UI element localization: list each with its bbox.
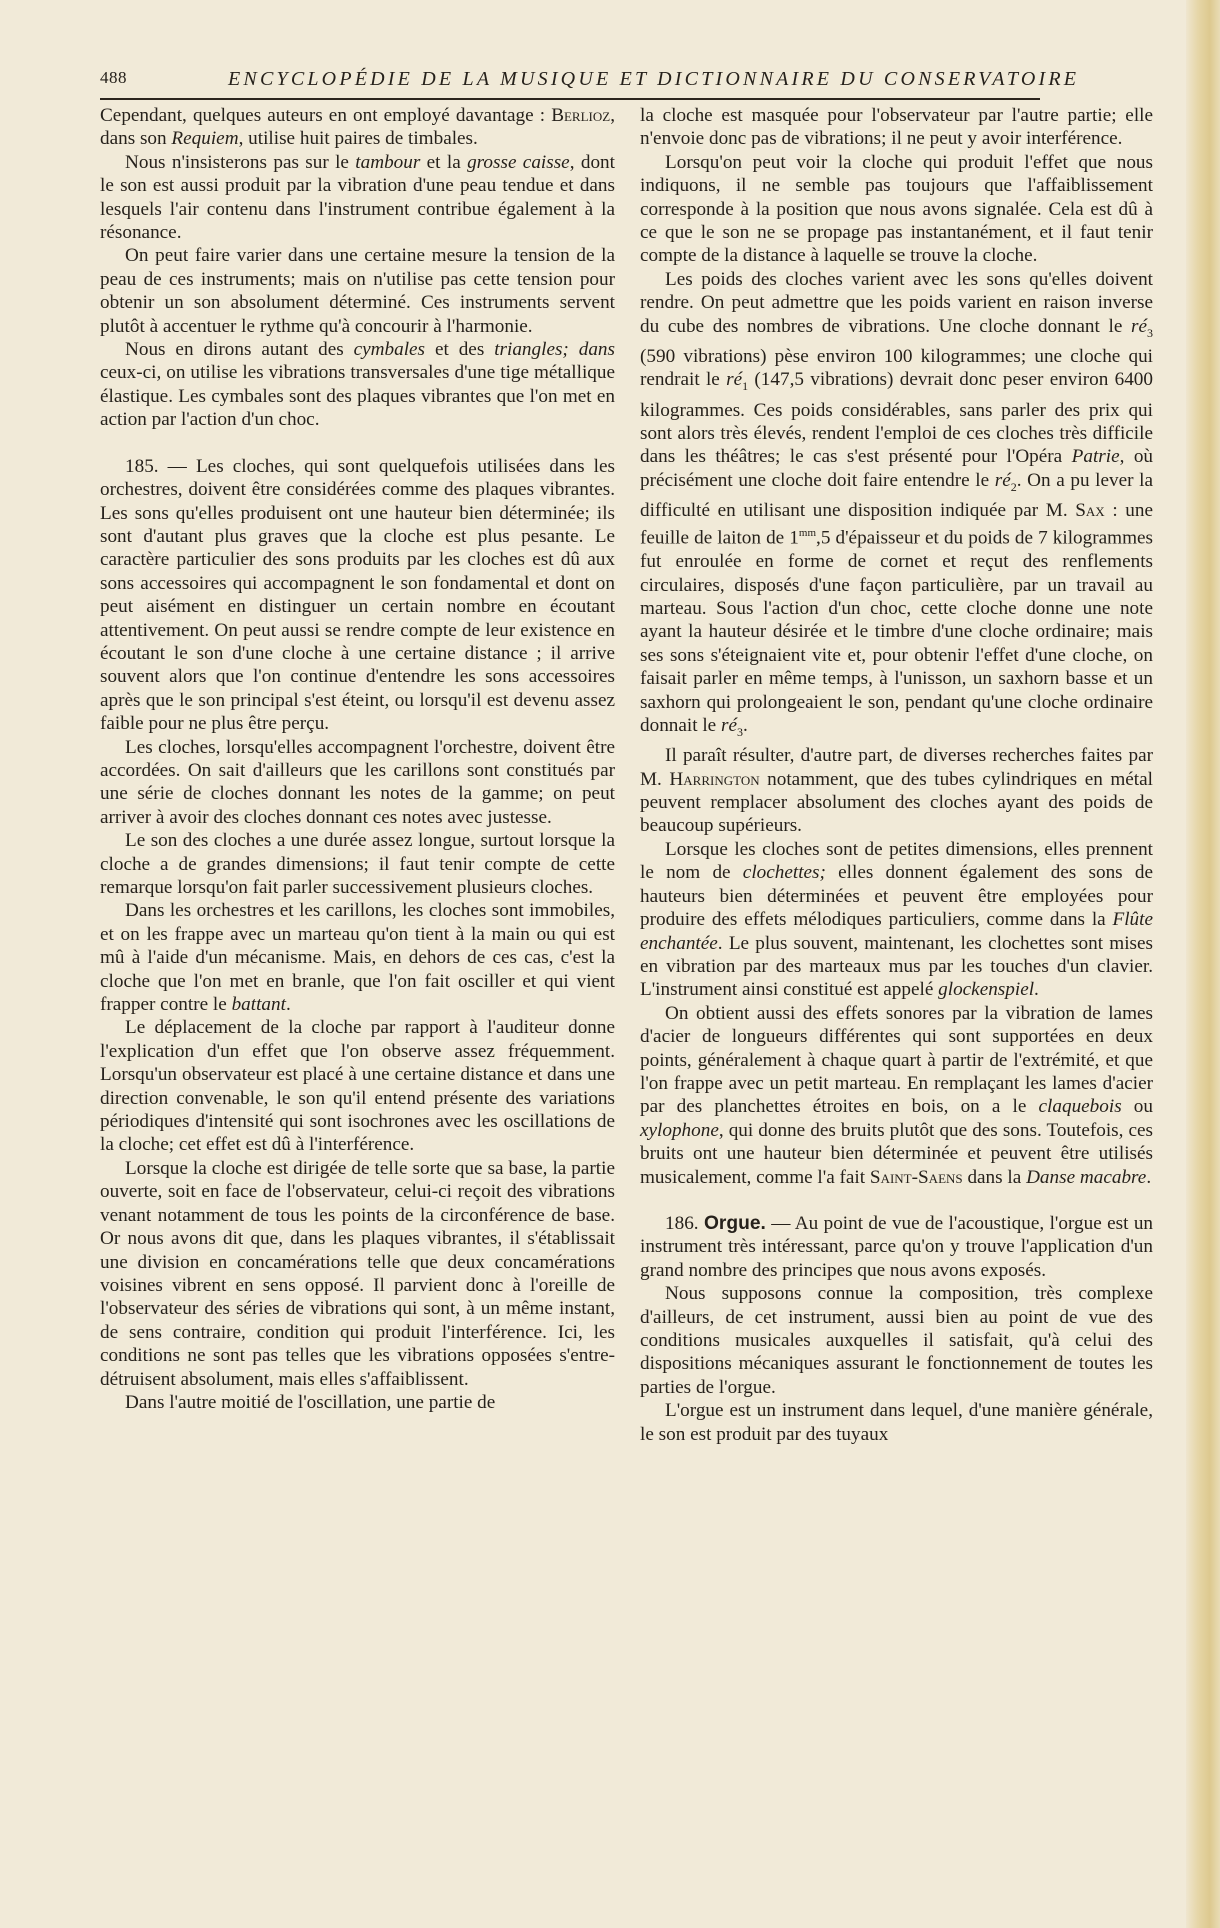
paragraph: la cloche est masquée pour l'observateur par l'autre partie; elle n'envoie donc pas de vibrations; il ne peut y avoir interférence. (640, 105, 1153, 150)
left-column (100, 104, 615, 1414)
author-name: Sax (1075, 499, 1105, 521)
page-edge-shadow (1186, 0, 1220, 1928)
paragraph: Le déplacement de la cloche par rapport à l'auditeur donne l'explication d'un effet que l'on observe assez fréquemment. Lorsqu'un observateur est placé à une certaine distance et dans une direction convenable, le son qu'il entend présente des variations périodiques d'intensité qui sont isochrones avec les oscillations de la cloche; cet effet est dû à l'interférence. (100, 1017, 615, 1156)
section-number: 186. (665, 1212, 704, 1234)
paragraph: Dans l'autre moitié de l'oscillation, une partie de (125, 1391, 496, 1413)
section-title: Orgue. (703, 1212, 766, 1234)
paragraph: Les poids des cloches varient avec les sons qu'elles doivent rendre. On peut admettre que les poids varient en raison inverse du cube des nombres de vibrations. Une cloche donnant le $ré_3$ (590 vibrations) pèse environ 100 kilogrammes; une cloche qui rendrait le $ré_1$ (147,5 vibrations) devrait donc peser environ 6400 kilogrammes. Ces poids considérables, sans parler des prix qui sont alors très élevés, rendent l'emploi de ces cloches très difficile dans les théâtres; le cas s'est présenté pour l'Opéra Patrie, où précisément une cloche doit faire entendre le $ré_2$. On a pu lever la difficulté en utilisant une disposition indiquée par M. Sax : une feuille de laiton de $1^{mm},5$ d'épaisseur et du poids de 7 kilogrammes fut enroulée en forme de cornet et reçut des renflements circulaires, disposés d'une façon particulière, par un travail au marteau. Sous l'action d'un choc, cette cloche donne une note ayant la hauteur désirée et le timbre d'une cloche ordinaire; mais ses sons s'éteignaient vite et, pour obtenir l'effet d'une cloche, on faisait parler en même temps, à l'unisson, un saxhorn basse et un saxhorn qui prolongeaient le son, pendant qu'une cloche ordinaire donnait le $ré_3$. (640, 268, 1153, 739)
section-185: 185. — Les cloches, qui sont quelquefois utilisées dans les orchestres, doivent être considérées comme des plaques vibrantes. Les sons qu'elles produisent ont une hauteur bien déterminée; ils sont d'autant plus graves que la cloche est plus pesante. Le caractère particulier des sons produits par les cloches est dû aux sons accessoires qui accompagnent le son fondamental et dont on peut aisément en distinguer un certain nombre en écoutant attentivement. On peut aussi se rendre compte de leur existence en écoutant le son d'une cloche à une certaine distance ; il arrive souvent alors que l'on continue d'entendre les sons accessoires après que le son principal s'est éteint, ou lorsqu'il est devenu assez faible pour ne plus être perçu. (100, 455, 616, 735)
paragraph: Nous supposons connue la composition, très complexe d'ailleurs, de cet instrument, aussi bien au point de vue des conditions musicales auxquelles il satisfait, qu'à celui des dispositions mécaniques assurant le fonctionnement de toutes les parties de l'orgue. (640, 1283, 1153, 1398)
page-header (100, 68, 1080, 96)
right-column (640, 104, 1153, 1446)
paragraph: Cependant, quelques auteurs en ont employé davantage : Berlioz, dans son Requiem, utilise huit paires de timbales. (100, 105, 615, 150)
paragraph: Lorsqu'on peut voir la cloche qui produit l'effet que nous indiquons, il ne semble pas toujours que l'affaiblissement corresponde à la position que nous avons signalée. Cela est dû à ce que le son ne se propage pas instantanément, et il faut tenir compte de la distance à laquelle se trouve la cloche. (640, 151, 1153, 267)
paragraph: L'orgue est un instrument dans lequel, d'une manière générale, le son est produit par des tuyaux (640, 1400, 1153, 1445)
paragraph: Lorsque la cloche est dirigée de telle sorte que sa base, la partie ouverte, soit en face de l'observateur, celui-ci reçoit des vibrations venant notamment de tous les points de la circonférence de base. Or nous avons dit que, dans les plaques vibrantes, il s'établissait une division en concamérations telle que deux concamérations voisines vibrent en sens opposé. Il parvient donc à l'oreille de l'observateur des séries de vibrations qui sont, à un même instant, de sens contraire, condition qui produit l'interférence. Ici, les conditions ne sont pas telles que les vibrations opposées s'entre-détruisent absolument, mais elles s'affaiblissent. (100, 1157, 615, 1390)
work-title: Requiem (171, 128, 239, 150)
paragraph: Il paraît résulter, d'autre part, de diverses recherches faites par M. Harrington notamment, que des tubes cylindriques en métal peuvent remplacer absolument des cloches ayant des poids de beaucoup supérieurs. (640, 745, 1153, 837)
paragraph: On peut faire varier dans une certaine mesure la tension de la peau de ces instruments; mais on n'utilise pas cette tension pour obtenir un son absolument déterminé. Ces instruments servent plutôt à accentuer le rythme qu'à concourir à l'harmonie. (100, 245, 615, 337)
running-title: ENCYCLOPÉDIE DE LA MUSIQUE ET DICTIONNAIRE DU CONSERVATOIRE (228, 68, 1080, 90)
paragraph: Lorsque les cloches sont de petites dimensions, elles prennent le nom de clochettes; elles donnent également des sons de hauteurs bien déterminées et peuvent être employées pour produire des effets mélodiques particuliers, comme dans la Flûte enchantée. Le plus souvent, maintenant, les clochettes sont mises en vibration par des marteaux mus par les touches d'un clavier. L'instrument ainsi constitué est appelé glockenspiel. (640, 838, 1153, 1001)
paragraph: Nous en dirons autant des cymbales et des triangles; dans ceux-ci, on utilise les vibrations transversales d'une tige métallique élastique. Les cymbales sont des plaques vibrantes que l'on met en action par l'action d'un choc. (100, 339, 615, 431)
paragraph: Dans les orchestres et les carillons, les cloches sont immobiles, et on les frappe avec un marteau qu'on tient à la main ou qui est mû à l'aide d'un mécanisme. Mais, en dehors de ces cas, c'est la cloche que l'on met en branle, que l'on fait osciller et qui vient frapper contre le battant. (100, 900, 615, 1016)
paragraph: On obtient aussi des effets sonores par la vibration de lames d'acier de longueurs différentes qui sont supportées en deux points, généralement à chaque quart à partir de l'extrémité, et que l'on frappe avec un petit marteau. En remplaçant les lames d'acier par des planchettes étroites en bois, on a le claquebois ou xylophone, qui donne des bruits plutôt que des sons. Toutefois, ces bruits ont une hauteur bien déterminée et peuvent être utilisés musicalement, comme l'a fait Saint-Saens dans la Danse macabre. (640, 1002, 1153, 1188)
section-186: 186. Orgue. — Au point de vue de l'acoustique, l'orgue est un instrument très intéressant, parce qu'on y trouve l'application d'un grand nombre des principes que nous avons exposés. (640, 1212, 1154, 1281)
author-name: Harrington (669, 768, 760, 790)
author-name: Berlioz (551, 105, 611, 126)
paragraph: Nous n'insisterons pas sur le tambour et la grosse caisse, dont le son est aussi produit par la vibration d'une peau tendue et dans lesquels l'air contenu dans l'instrument contribue également à la résonance. (100, 151, 615, 244)
paragraph: Les cloches, lorsqu'elles accompagnent l'orchestre, doivent être accordées. On sait d'ailleurs que les carillons sont constitués par une série de cloches donnant les notes de la gamme; on peut arriver à avoir des cloches donnant ces notes avec justesse. (100, 736, 615, 828)
page-number: 488 (100, 68, 127, 87)
paragraph: Le son des cloches a une durée assez longue, surtout lorsque la cloche a de grandes dimensions; il faut tenir compte de cette remarque lorsqu'on fait parler successivement plusieurs cloches. (100, 830, 615, 898)
header-rule (100, 98, 1040, 100)
author-name: Saint-Saens (869, 1166, 963, 1188)
section-number: 185. — (125, 455, 196, 477)
